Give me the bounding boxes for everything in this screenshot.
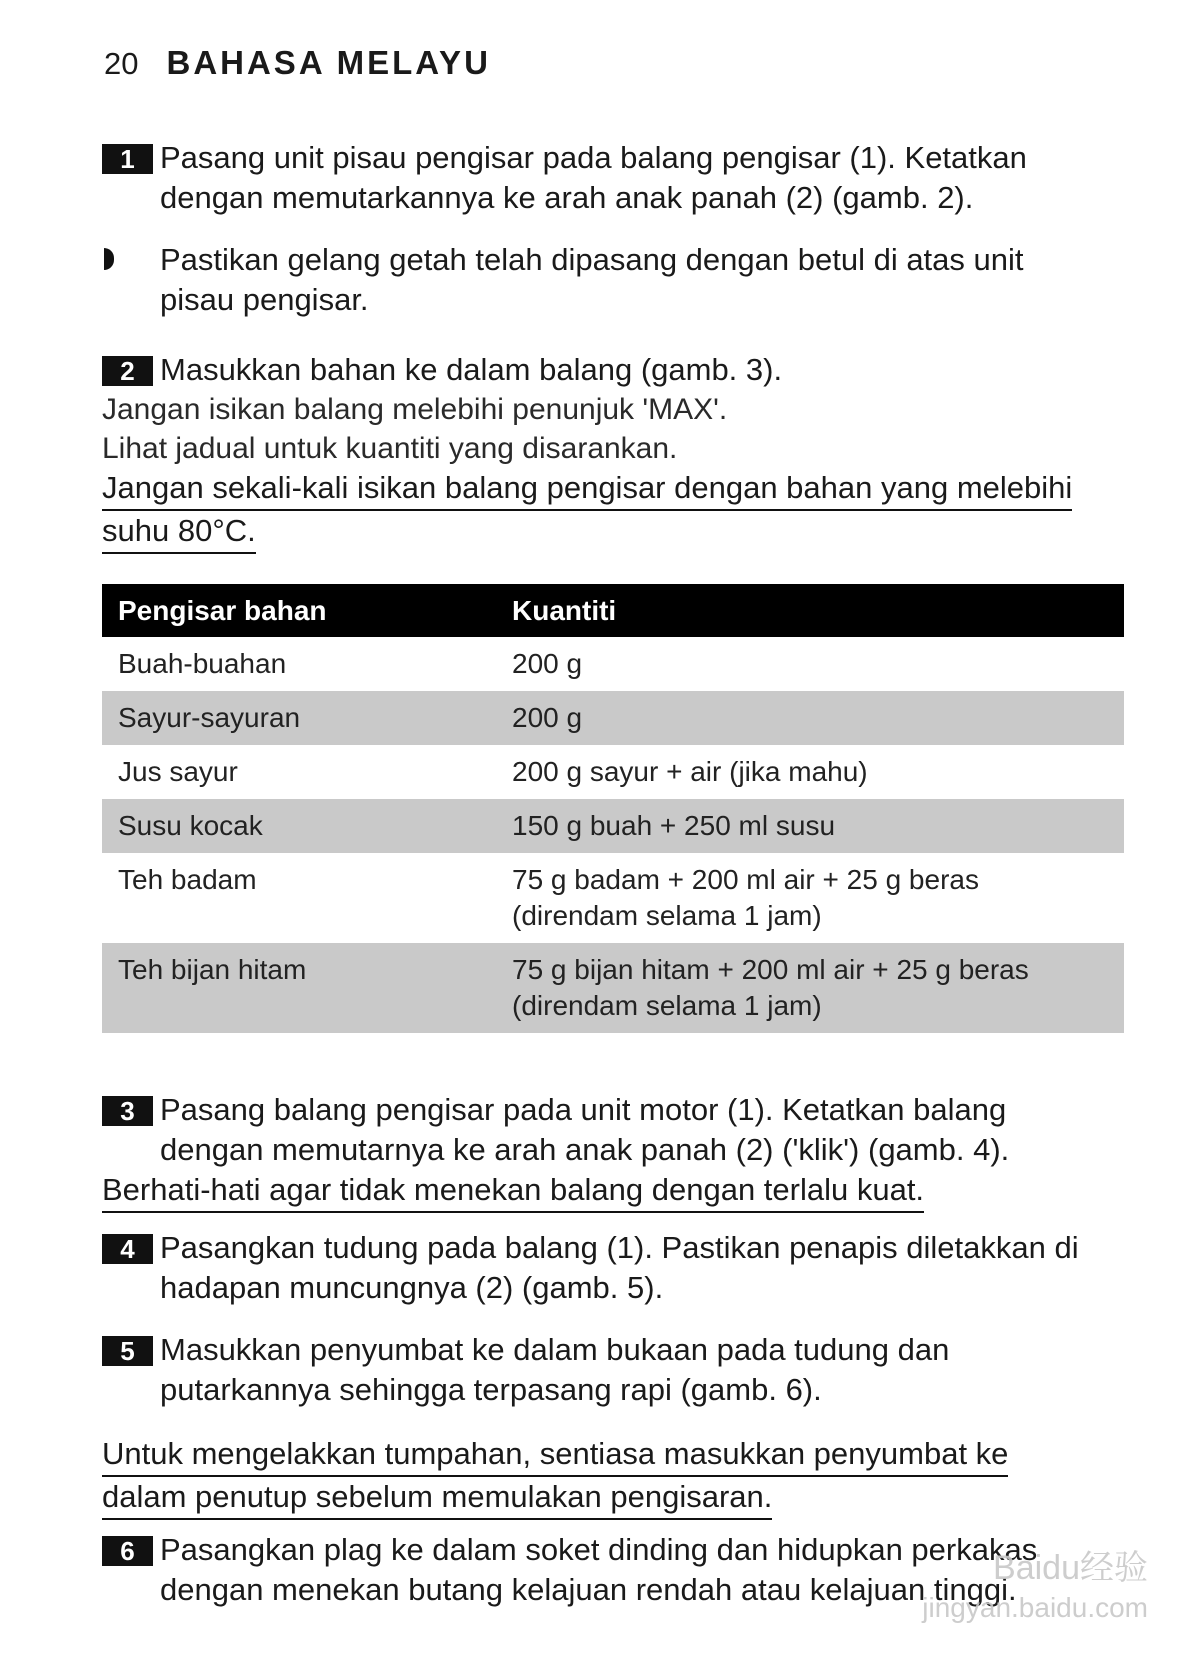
step-text: hadapan muncungnya (2) (gamb. 5). (160, 1270, 664, 1305)
table-cell: Buah-buahan (118, 648, 287, 679)
step-number: 2 (102, 356, 153, 386)
bullet-text: Pastikan gelang getah telah dipasang dengan betul di atas unit (160, 242, 1024, 277)
note-text: Lihat jadual untuk kuantiti yang disarankan. (102, 432, 678, 465)
step-text: Pasang balang pengisar pada unit motor (1). Ketatkan balang (160, 1092, 1007, 1127)
table-row (102, 637, 1124, 691)
bullet-text: pisau pengisar. (160, 282, 369, 317)
table-row (102, 691, 1124, 745)
table-header (102, 584, 1124, 637)
column-header: Kuantiti (512, 594, 617, 626)
note-text: Jangan isikan balang melebihi penunjuk 'MAX'. (102, 393, 728, 426)
page-header (104, 44, 491, 88)
table-cell: 200 g (512, 702, 583, 733)
step-number: 5 (102, 1336, 153, 1366)
step-3 (102, 1090, 1009, 1213)
table-cell: 75 g bijan hitam + 200 ml air + 25 g beras (direndam selama 1 jam) (512, 954, 1029, 1021)
table-row (102, 799, 1124, 853)
baidu-watermark (922, 1548, 1148, 1628)
table-row (102, 943, 1124, 1033)
table-cell: 200 g (512, 648, 583, 679)
warning-text: suhu 80°C. (102, 511, 1072, 554)
warning-text: Berhati-hati agar tidak menekan balang dengan terlalu kuat. (102, 1170, 1009, 1213)
table-cell: Teh bijan hitam (118, 954, 307, 985)
warning-text: dalam penutup sebelum memulakan pengisaran. (102, 1477, 1008, 1520)
watermark-logo-text: Baidu经验 (993, 1549, 1148, 1587)
step-5-warning (102, 1434, 1008, 1520)
step-text: Masukkan penyumbat ke dalam bukaan pada tudung dan (160, 1332, 950, 1367)
warning-text: Untuk mengelakkan tumpahan, sentiasa masukkan penyumbat ke (102, 1434, 1008, 1477)
bullet-icon (104, 248, 114, 270)
step-number: 3 (102, 1096, 153, 1126)
step-number: 6 (102, 1536, 153, 1566)
step-text: dengan menekan butang kelajuan rendah atau kelajuan tinggi. (160, 1572, 1017, 1607)
column-header: Pengisar bahan (118, 594, 327, 626)
step-4 (102, 1228, 1079, 1308)
quantity-table (102, 584, 1124, 1033)
step-text: Pasangkan plag ke dalam soket dinding dan hidupkan perkakas (160, 1532, 1038, 1567)
step-2 (102, 350, 1072, 554)
table-row (102, 853, 1124, 943)
step-text: Pasang unit pisau pengisar pada balang pengisar (1). Ketatkan (160, 140, 1027, 175)
table-cell: 75 g badam + 200 ml air + 25 g beras (direndam selama 1 jam) (512, 864, 979, 931)
step-text: dengan memutarnya ke arah anak panah (2) ('klik') (gamb. 4). (160, 1132, 1010, 1167)
step-text: putarkannya sehingga terpasang rapi (gamb. 6). (160, 1372, 822, 1407)
table-cell: 200 g sayur + air (jika mahu) (512, 756, 868, 787)
table-cell: Teh badam (118, 864, 257, 895)
step-text: Masukkan bahan ke dalam balang (gamb. 3). (160, 352, 783, 387)
step-number: 1 (102, 144, 153, 174)
warning-text: Jangan sekali-kali isikan balang pengisar dengan bahan yang melebihi (102, 468, 1072, 511)
watermark-url: jingyan.baidu.com (922, 1592, 1148, 1623)
table-cell: Sayur-sayuran (118, 702, 301, 733)
step-number: 4 (102, 1234, 153, 1264)
table-cell: Susu kocak (118, 810, 263, 841)
step-6 (102, 1530, 1037, 1610)
table-cell: Jus sayur (118, 756, 238, 787)
step-5 (102, 1330, 949, 1410)
step-text: dengan memutarkannya ke arah anak panah (2) (gamb. 2). (160, 180, 974, 215)
table-cell: 150 g buah + 250 ml susu (512, 810, 836, 841)
page-number: 20 (104, 46, 139, 81)
section-title: BAHASA MELAYU (166, 44, 491, 81)
bullet-note (102, 240, 1024, 320)
step-text: Pasangkan tudung pada balang (1). Pastikan penapis diletakkan di (160, 1230, 1079, 1265)
table-row (102, 745, 1124, 799)
step-1 (102, 138, 1027, 218)
